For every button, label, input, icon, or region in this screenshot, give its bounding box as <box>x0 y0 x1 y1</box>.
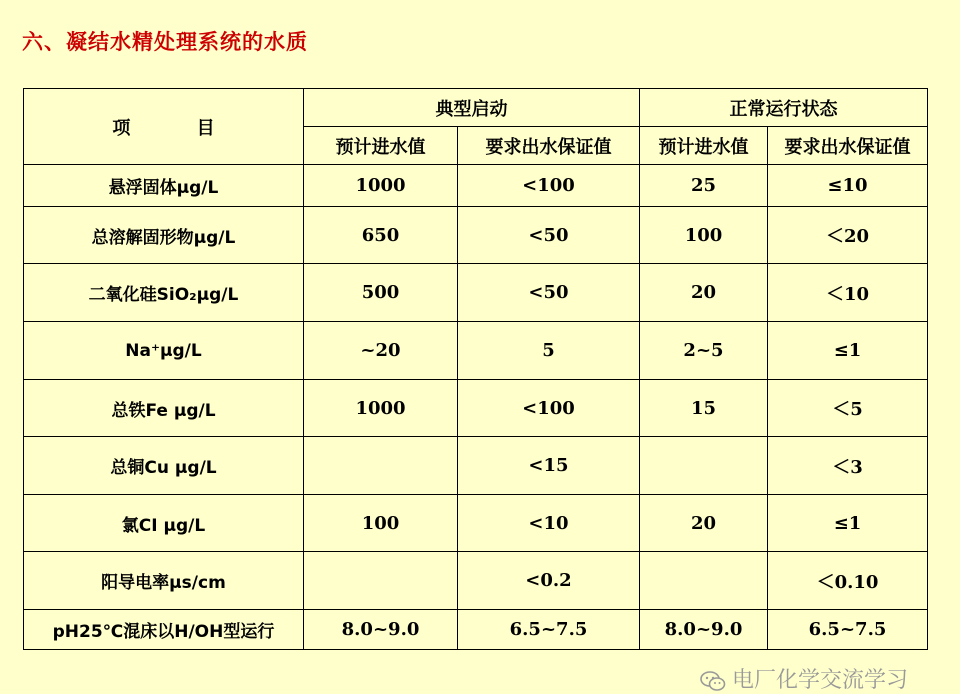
table-row <box>24 207 928 264</box>
table-cell: ≤1 <box>768 322 928 380</box>
table-cell <box>304 552 458 610</box>
table-cell: ＜0.10 <box>768 552 928 610</box>
sub-header-normal-inlet: 预计进水值 <box>640 127 768 165</box>
table-cell: ~20 <box>304 322 458 380</box>
table-cell: 650 <box>304 207 458 264</box>
row-item-label: 总溶解固形物μg/L <box>24 207 304 264</box>
table-cell: 1000 <box>304 165 458 207</box>
table-cell: ≤1 <box>768 495 928 552</box>
table-row <box>24 610 928 650</box>
table-cell <box>304 437 458 495</box>
sub-header-startup-inlet: 预计进水值 <box>304 127 458 165</box>
table-cell: <50 <box>458 264 640 322</box>
table-cell <box>640 437 768 495</box>
table-cell: <100 <box>458 380 640 437</box>
group-header-normal: 正常运行状态 <box>640 89 928 127</box>
table-cell: <50 <box>458 207 640 264</box>
table-cell: 2~5 <box>640 322 768 380</box>
wechat-icon <box>700 670 726 692</box>
table-cell: <10 <box>458 495 640 552</box>
table-cell: ≤10 <box>768 165 928 207</box>
water-quality-table <box>23 88 928 650</box>
sub-header-normal-outlet: 要求出水保证值 <box>768 127 928 165</box>
table-row <box>24 380 928 437</box>
row-item-label: 氯CI μg/L <box>24 495 304 552</box>
table-row <box>24 264 928 322</box>
item-header-cell <box>24 89 304 165</box>
table-cell: ＜3 <box>768 437 928 495</box>
table-row <box>24 437 928 495</box>
table-cell: 20 <box>640 495 768 552</box>
row-item-label: 阳导电率μs/cm <box>24 552 304 610</box>
table-cell: <0.2 <box>458 552 640 610</box>
table-cell: ＜10 <box>768 264 928 322</box>
table-header-row-1 <box>24 89 928 127</box>
table-cell: 100 <box>304 495 458 552</box>
group-header-startup: 典型启动 <box>304 89 640 127</box>
page-title: 六、凝结水精处理系统的水质 <box>22 30 308 54</box>
table-cell: ＜20 <box>768 207 928 264</box>
table-row <box>24 495 928 552</box>
table-cell: <15 <box>458 437 640 495</box>
table-cell: 8.0~9.0 <box>640 610 768 650</box>
table-cell: 8.0~9.0 <box>304 610 458 650</box>
table-row <box>24 552 928 610</box>
table-cell: 6.5~7.5 <box>458 610 640 650</box>
table-cell: 1000 <box>304 380 458 437</box>
row-item-label: 总铁Fe μg/L <box>24 380 304 437</box>
table-row <box>24 165 928 207</box>
table-cell: 100 <box>640 207 768 264</box>
watermark <box>700 663 908 694</box>
item-header-label: 项 目 <box>112 117 245 139</box>
table-cell: 6.5~7.5 <box>768 610 928 650</box>
table-cell: 25 <box>640 165 768 207</box>
row-item-label: 悬浮固体μg/L <box>24 165 304 207</box>
table-cell: ＜5 <box>768 380 928 437</box>
table-cell: 500 <box>304 264 458 322</box>
row-item-label: 二氧化硅SiO₂μg/L <box>24 264 304 322</box>
row-item-label: 总铜Cu μg/L <box>24 437 304 495</box>
table-cell: <100 <box>458 165 640 207</box>
row-item-label: Na⁺μg/L <box>24 322 304 380</box>
table-cell: 15 <box>640 380 768 437</box>
table-cell <box>640 552 768 610</box>
table-cell: 20 <box>640 264 768 322</box>
sub-header-startup-outlet: 要求出水保证值 <box>458 127 640 165</box>
table-row <box>24 322 928 380</box>
watermark-text: 电厂化学交流学习 <box>732 668 909 693</box>
table-cell: 5 <box>458 322 640 380</box>
row-item-label: pH25℃混床以H/OH型运行 <box>24 610 304 650</box>
